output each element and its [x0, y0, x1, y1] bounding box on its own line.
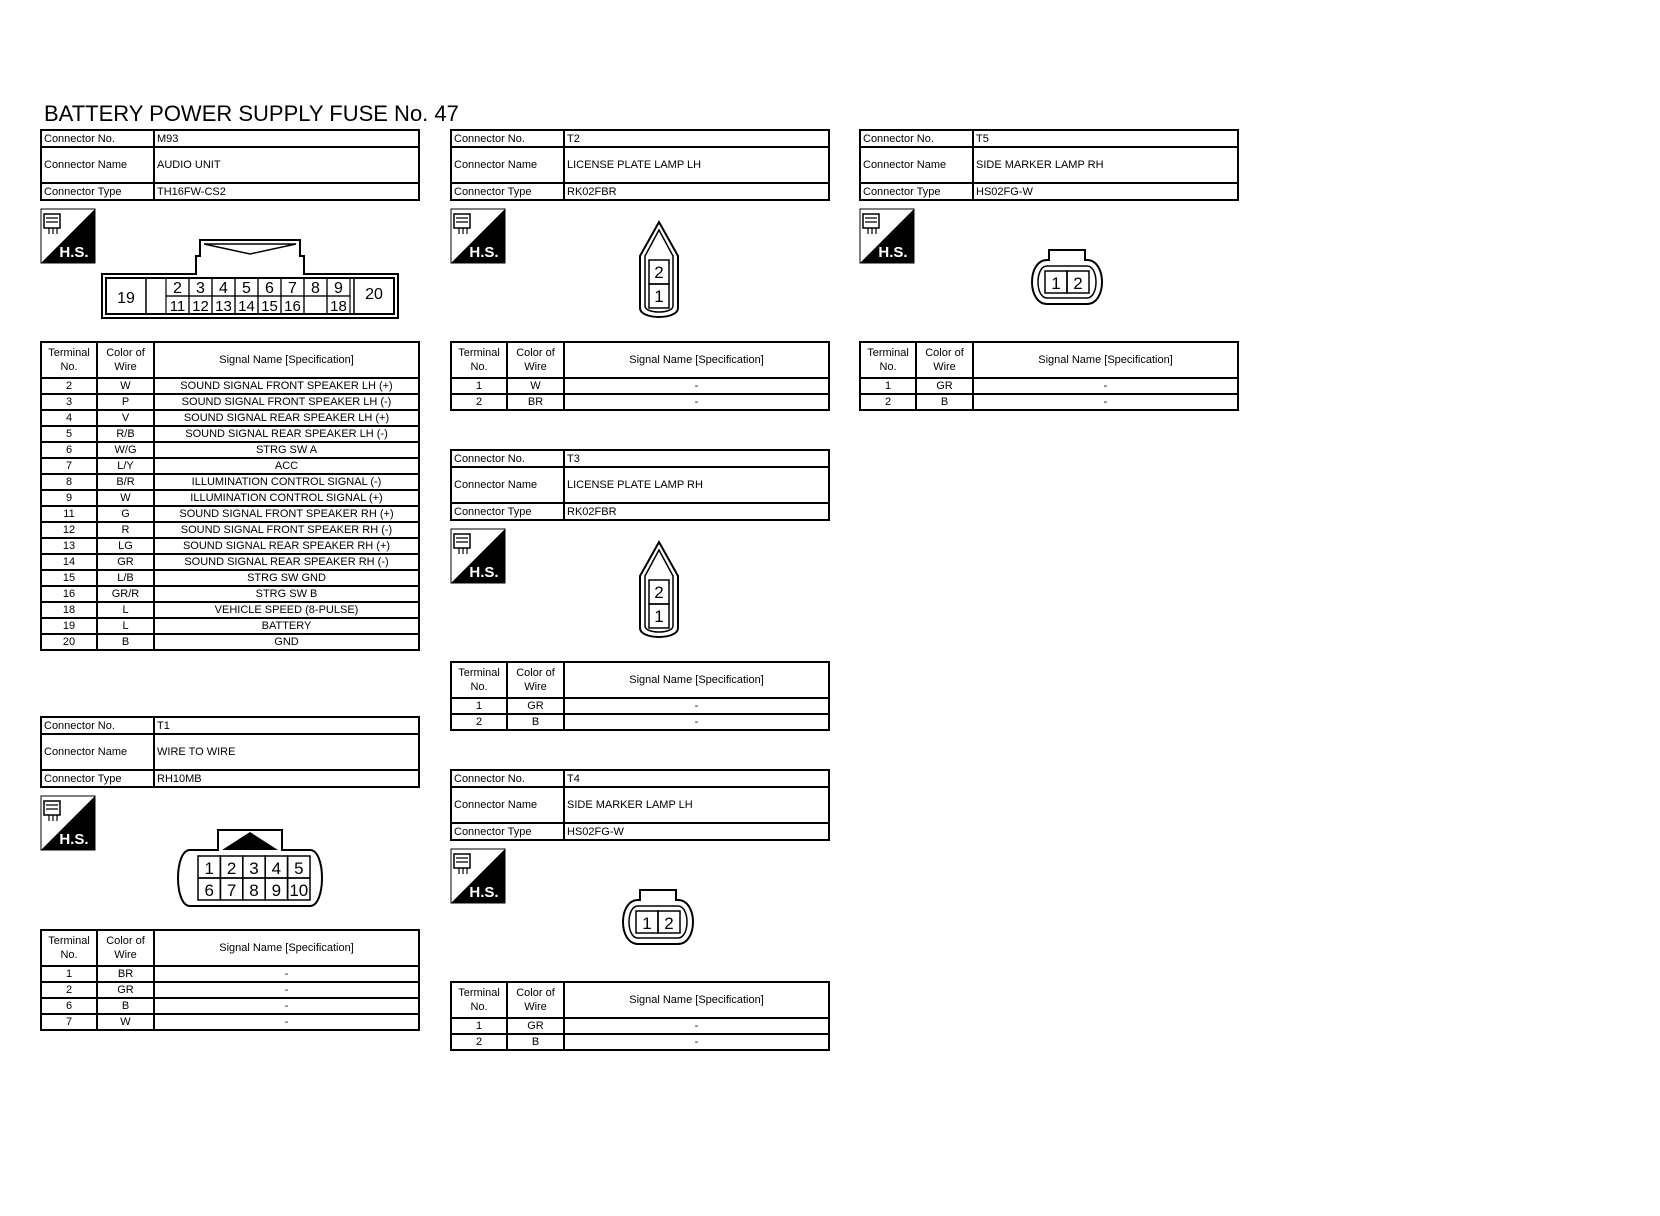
pin-label: 2 — [654, 583, 664, 602]
terminal-cell: 18 — [41, 602, 97, 618]
terminal-cell: 1 — [41, 966, 97, 982]
wire-color-cell: B — [916, 394, 973, 410]
pin-label: 9 — [271, 881, 282, 900]
m93-connector-face — [100, 236, 400, 320]
table-row — [451, 1034, 829, 1050]
terminal-no-header: Terminal No. — [41, 930, 97, 966]
terminal-cell: 2 — [860, 394, 916, 410]
harness-side-icon — [450, 528, 506, 584]
pin-label: 8 — [311, 280, 320, 297]
wire-color-cell: R — [97, 522, 154, 538]
hs-label: H.S. — [469, 884, 499, 901]
table-row — [41, 570, 419, 586]
connector-t3 — [450, 449, 830, 521]
harness-side-icon — [450, 848, 506, 904]
pin-label: 2 — [226, 859, 237, 878]
connector-no-label: Connector No. — [451, 130, 564, 147]
color-of-wire-header: Color of Wire — [507, 342, 564, 378]
connector-name-value: LICENSE PLATE LAMP RH — [564, 467, 829, 503]
signal-name-cell: SOUND SIGNAL FRONT SPEAKER LH (+) — [154, 378, 419, 394]
terminal-cell: 20 — [41, 634, 97, 650]
terminal-cell: 6 — [41, 998, 97, 1014]
pin-label: 18 — [330, 298, 347, 315]
signal-name-cell: - — [154, 998, 419, 1014]
t3-connector-face — [634, 540, 684, 644]
connector-no-label: Connector No. — [41, 130, 154, 147]
hs-label: H.S. — [59, 831, 89, 848]
terminal-no-header: Terminal No. — [451, 662, 507, 698]
signal-name-header: Signal Name [Specification] — [973, 342, 1238, 378]
signal-name-cell: - — [154, 1014, 419, 1030]
signal-name-cell: ILLUMINATION CONTROL SIGNAL (+) — [154, 490, 419, 506]
table-row — [41, 982, 419, 998]
signal-name-cell: VEHICLE SPEED (8-PULSE) — [154, 602, 419, 618]
table-row — [41, 474, 419, 490]
table-row — [41, 410, 419, 426]
connector-no-value: T4 — [564, 770, 829, 787]
signal-name-cell: ACC — [154, 458, 419, 474]
terminal-cell: 9 — [41, 490, 97, 506]
connector-t1 — [40, 716, 420, 788]
table-row — [41, 998, 419, 1014]
table-row — [41, 522, 419, 538]
table-row — [860, 394, 1238, 410]
terminal-cell: 19 — [41, 618, 97, 634]
connector-t4 — [450, 769, 830, 841]
pin-label: 4 — [219, 280, 228, 297]
signal-name-header: Signal Name [Specification] — [564, 342, 829, 378]
connector-type-label: Connector Type — [860, 183, 973, 200]
signal-name-cell: - — [564, 698, 829, 714]
terminal-cell: 1 — [860, 378, 916, 394]
connector-name-label: Connector Name — [860, 147, 973, 183]
terminal-no-header: Terminal No. — [860, 342, 916, 378]
hs-label: H.S. — [59, 244, 89, 261]
pin-label: 20 — [365, 286, 383, 303]
pin-label: 16 — [284, 298, 301, 315]
t4-connector-face — [616, 886, 700, 948]
connector-type-value: TH16FW-CS2 — [154, 183, 419, 200]
connector-type-value: HS02FG-W — [564, 823, 829, 840]
pin-label: 2 — [1073, 274, 1083, 293]
connector-name-label: Connector Name — [41, 147, 154, 183]
connector-name-value: SIDE MARKER LAMP LH — [564, 787, 829, 823]
pin-label: 14 — [238, 298, 255, 315]
table-row — [451, 698, 829, 714]
wire-color-cell: L/B — [97, 570, 154, 586]
signal-name-cell: SOUND SIGNAL REAR SPEAKER LH (+) — [154, 410, 419, 426]
connector-name-label: Connector Name — [41, 734, 154, 770]
terminal-no-header: Terminal No. — [451, 982, 507, 1018]
wire-color-cell: B — [507, 1034, 564, 1050]
signal-name-cell: - — [564, 1018, 829, 1034]
wire-color-cell: G — [97, 506, 154, 522]
t2-connector-face — [634, 220, 684, 324]
pin-label: 2 — [654, 263, 664, 282]
signal-name-cell: STRG SW A — [154, 442, 419, 458]
harness-side-icon — [859, 208, 915, 264]
pin-label: 5 — [294, 859, 304, 878]
signal-name-cell: - — [154, 966, 419, 982]
connector-t5 — [859, 129, 1239, 201]
pin-label: 3 — [196, 280, 205, 297]
connector-name-value: WIRE TO WIRE — [154, 734, 419, 770]
connector-info-table — [859, 129, 1239, 201]
signal-name-cell: SOUND SIGNAL FRONT SPEAKER RH (+) — [154, 506, 419, 522]
pin-label: 1 — [654, 607, 664, 626]
wire-color-cell: BR — [97, 966, 154, 982]
connector-type-value: RH10MB — [154, 770, 419, 787]
harness-side-icon — [450, 208, 506, 264]
wire-color-cell: GR — [97, 982, 154, 998]
wire-color-cell: W — [507, 378, 564, 394]
terminal-no-header: Terminal No. — [41, 342, 97, 378]
table-row — [41, 506, 419, 522]
signal-name-cell: - — [564, 714, 829, 730]
table-row — [41, 538, 419, 554]
pin-label: 4 — [271, 859, 282, 878]
connector-info-table — [450, 449, 830, 521]
table-row — [451, 714, 829, 730]
connector-name-value: SIDE MARKER LAMP RH — [973, 147, 1238, 183]
terminal-cell: 1 — [451, 698, 507, 714]
table-row — [41, 602, 419, 618]
pin-label: 12 — [192, 298, 209, 315]
table-row — [451, 1018, 829, 1034]
wire-color-cell: P — [97, 394, 154, 410]
connector-latch — [222, 832, 278, 850]
connector-t2 — [450, 129, 830, 201]
terminal-cell: 3 — [41, 394, 97, 410]
wire-color-cell: GR — [507, 1018, 564, 1034]
connector-type-label: Connector Type — [451, 503, 564, 520]
pin-label: 2 — [664, 914, 674, 933]
wire-color-cell: W/G — [97, 442, 154, 458]
wire-color-cell: L — [97, 618, 154, 634]
wire-color-cell: L/Y — [97, 458, 154, 474]
connector-type-label: Connector Type — [451, 183, 564, 200]
signal-name-cell: - — [564, 394, 829, 410]
connector-m93 — [40, 129, 420, 201]
wire-color-cell: GR — [916, 378, 973, 394]
terminal-no-header: Terminal No. — [451, 342, 507, 378]
connector-type-value: RK02FBR — [564, 183, 829, 200]
connector-no-value: T5 — [973, 130, 1238, 147]
wire-color-cell: GR — [507, 698, 564, 714]
signal-name-cell: ILLUMINATION CONTROL SIGNAL (-) — [154, 474, 419, 490]
pin-label: 13 — [215, 298, 232, 315]
t1-signal-block — [40, 929, 420, 1031]
table-row — [41, 618, 419, 634]
table-row — [41, 634, 419, 650]
t1-connector-face — [170, 820, 330, 910]
signal-name-cell: SOUND SIGNAL REAR SPEAKER RH (+) — [154, 538, 419, 554]
t3-signal-block — [450, 661, 830, 731]
pin-label: 15 — [261, 298, 278, 315]
table-row — [41, 554, 419, 570]
t2-signal-block — [450, 341, 830, 411]
terminal-cell: 2 — [41, 982, 97, 998]
wire-color-cell: R/B — [97, 426, 154, 442]
connector-no-value: T1 — [154, 717, 419, 734]
pin-label: 19 — [117, 290, 135, 307]
wire-color-cell: B/R — [97, 474, 154, 490]
terminal-cell: 16 — [41, 586, 97, 602]
connector-no-label: Connector No. — [41, 717, 154, 734]
signal-name-header: Signal Name [Specification] — [154, 930, 419, 966]
wire-color-cell: LG — [97, 538, 154, 554]
wire-color-cell: BR — [507, 394, 564, 410]
terminal-cell: 11 — [41, 506, 97, 522]
table-row — [41, 490, 419, 506]
wire-color-cell: W — [97, 378, 154, 394]
pin-label: 11 — [169, 298, 186, 315]
signal-name-cell: STRG SW GND — [154, 570, 419, 586]
connector-no-value: M93 — [154, 130, 419, 147]
signal-name-cell: BATTERY — [154, 618, 419, 634]
connector-name-value: LICENSE PLATE LAMP LH — [564, 147, 829, 183]
connector-type-label: Connector Type — [451, 823, 564, 840]
hs-label: H.S. — [878, 244, 908, 261]
connector-no-label: Connector No. — [451, 770, 564, 787]
connector-type-label: Connector Type — [41, 770, 154, 787]
pin-label: 6 — [204, 881, 214, 900]
signal-table — [859, 341, 1239, 411]
terminal-cell: 12 — [41, 522, 97, 538]
terminal-cell: 4 — [41, 410, 97, 426]
pin-label: 5 — [242, 280, 251, 297]
connector-info-table — [40, 129, 420, 201]
pin-label: 2 — [173, 280, 182, 297]
table-row — [41, 394, 419, 410]
signal-table — [40, 341, 420, 651]
terminal-cell: 5 — [41, 426, 97, 442]
pin-label: 1 — [642, 914, 652, 933]
color-of-wire-header: Color of Wire — [507, 982, 564, 1018]
terminal-cell: 8 — [41, 474, 97, 490]
terminal-cell: 2 — [41, 378, 97, 394]
signal-table — [450, 661, 830, 731]
signal-table — [450, 981, 830, 1051]
table-row — [41, 458, 419, 474]
pin-label: 10 — [289, 881, 309, 900]
wire-color-cell: GR/R — [97, 586, 154, 602]
terminal-cell: 7 — [41, 1014, 97, 1030]
hs-label: H.S. — [469, 244, 499, 261]
terminal-cell: 6 — [41, 442, 97, 458]
harness-side-icon — [40, 795, 96, 851]
terminal-cell: 13 — [41, 538, 97, 554]
connector-name-label: Connector Name — [451, 467, 564, 503]
pin-label: 6 — [265, 280, 274, 297]
signal-name-cell: - — [564, 378, 829, 394]
connector-latch — [204, 244, 296, 254]
pin-label: 1 — [654, 287, 664, 306]
signal-name-cell: SOUND SIGNAL FRONT SPEAKER RH (-) — [154, 522, 419, 538]
terminal-cell: 2 — [451, 714, 507, 730]
pin-label: 8 — [249, 881, 259, 900]
table-row — [41, 426, 419, 442]
pin-label: 7 — [226, 881, 237, 900]
terminal-cell: 2 — [451, 1034, 507, 1050]
page-title: BATTERY POWER SUPPLY FUSE No. 47 — [44, 101, 459, 126]
table-row — [41, 966, 419, 982]
signal-name-cell: - — [973, 378, 1238, 394]
wire-color-cell: L — [97, 602, 154, 618]
connector-type-value: HS02FG-W — [973, 183, 1238, 200]
t5-connector-face — [1025, 246, 1109, 308]
wire-color-cell: B — [97, 998, 154, 1014]
color-of-wire-header: Color of Wire — [97, 930, 154, 966]
table-row — [451, 394, 829, 410]
connector-no-value: T3 — [564, 450, 829, 467]
connector-no-label: Connector No. — [860, 130, 973, 147]
signal-name-cell: SOUND SIGNAL REAR SPEAKER RH (-) — [154, 554, 419, 570]
pin-label: 7 — [288, 280, 297, 297]
connector-no-label: Connector No. — [451, 450, 564, 467]
signal-name-header: Signal Name [Specification] — [564, 982, 829, 1018]
signal-name-header: Signal Name [Specification] — [564, 662, 829, 698]
terminal-cell: 2 — [451, 394, 507, 410]
terminal-cell: 15 — [41, 570, 97, 586]
signal-table — [450, 341, 830, 411]
wire-color-cell: GR — [97, 554, 154, 570]
signal-name-cell: - — [154, 982, 419, 998]
terminal-cell: 7 — [41, 458, 97, 474]
signal-name-header: Signal Name [Specification] — [154, 342, 419, 378]
wire-color-cell: V — [97, 410, 154, 426]
table-row — [41, 442, 419, 458]
signal-name-cell: - — [973, 394, 1238, 410]
pin-label: 1 — [204, 859, 214, 878]
pin-label: 3 — [249, 859, 259, 878]
harness-side-icon — [40, 208, 96, 264]
t4-signal-block — [450, 981, 830, 1051]
signal-name-cell: - — [564, 1034, 829, 1050]
signal-name-cell: SOUND SIGNAL FRONT SPEAKER LH (-) — [154, 394, 419, 410]
wire-color-cell: B — [507, 714, 564, 730]
wire-color-cell: W — [97, 1014, 154, 1030]
connector-info-table — [450, 129, 830, 201]
t5-signal-block — [859, 341, 1239, 411]
color-of-wire-header: Color of Wire — [916, 342, 973, 378]
signal-name-cell: GND — [154, 634, 419, 650]
pin-label: 9 — [334, 280, 343, 297]
table-row — [41, 586, 419, 602]
table-row — [41, 1014, 419, 1030]
table-row — [860, 378, 1238, 394]
connector-type-label: Connector Type — [41, 183, 154, 200]
hs-label: H.S. — [469, 564, 499, 581]
connector-name-label: Connector Name — [451, 787, 564, 823]
connector-name-value: AUDIO UNIT — [154, 147, 419, 183]
terminal-cell: 14 — [41, 554, 97, 570]
wire-color-cell: W — [97, 490, 154, 506]
color-of-wire-header: Color of Wire — [97, 342, 154, 378]
m93-signal-block — [40, 341, 420, 651]
connector-name-label: Connector Name — [451, 147, 564, 183]
connector-info-table — [40, 716, 420, 788]
signal-table — [40, 929, 420, 1031]
wire-color-cell: B — [97, 634, 154, 650]
signal-name-cell: STRG SW B — [154, 586, 419, 602]
connector-info-table — [450, 769, 830, 841]
connector-no-value: T2 — [564, 130, 829, 147]
table-row — [451, 378, 829, 394]
signal-name-cell: SOUND SIGNAL REAR SPEAKER LH (-) — [154, 426, 419, 442]
terminal-cell: 1 — [451, 378, 507, 394]
color-of-wire-header: Color of Wire — [507, 662, 564, 698]
terminal-cell: 1 — [451, 1018, 507, 1034]
table-row — [41, 378, 419, 394]
pin-cell — [304, 296, 327, 314]
pin-label: 1 — [1051, 274, 1061, 293]
connector-type-value: RK02FBR — [564, 503, 829, 520]
